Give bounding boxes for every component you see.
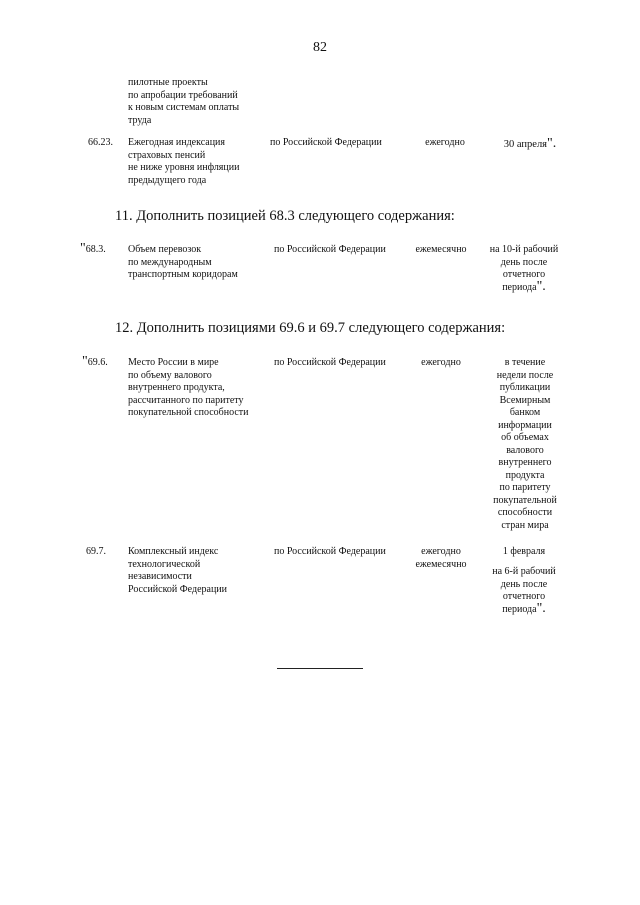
deadline: в течение недели после публикации Всемирным банком информации об объемах валового внутреннего продукта по паритету покупательной способности стран мира (493, 357, 557, 531)
section-heading-11: 11. Дополнить позицией 68.3 следующего содержания: (115, 208, 455, 224)
territory: по Российской Федерации (270, 137, 382, 148)
indicator-name: Ежегодная индексация страховых пенсий не ниже уровня инфляции предыдущего года (128, 137, 240, 186)
closing-quote: ". (536, 600, 546, 616)
row-number (82, 354, 122, 370)
row-number-text: 69.6. (87, 357, 108, 368)
territory: по Российской Федерации (274, 546, 386, 557)
deadline (484, 244, 564, 294)
territory: по Российской Федерации (274, 244, 386, 255)
page-number: 82 (313, 40, 327, 55)
row-number: 69.7. (86, 546, 106, 557)
deadline-1: 1 февраля (502, 546, 546, 557)
closing-rule (277, 668, 363, 669)
section-heading-12: 12. Дополнить позициями 69.6 и 69.7 следующего содержания: (115, 320, 506, 336)
row-number (80, 241, 120, 257)
deadline (490, 136, 570, 152)
periodicity: ежемесячно (415, 244, 467, 255)
closing-quote: ". (536, 278, 546, 294)
periodicity: ежегодно (425, 137, 465, 148)
deadline-text: 30 апреля (503, 139, 548, 150)
row-number: 66.23. (88, 137, 113, 148)
deadline-2 (484, 566, 564, 616)
territory: по Российской Федерации (274, 357, 386, 368)
opening-quote: " (82, 354, 88, 369)
deadline-text: на 10-й рабочий день после отчетного периода (489, 244, 559, 293)
indicator-name: Место России в мире по объему валового внутреннего продукта, рассчитанного по паритету покупательной способности (128, 357, 249, 418)
row-number-text: 68.3. (85, 244, 106, 255)
deadline-text: на 6-й рабочий день после отчетного периода (492, 566, 556, 615)
opening-quote: " (80, 241, 86, 256)
closing-quote: ". (547, 136, 557, 151)
periodicity: ежегодно (421, 357, 461, 368)
periodicity: ежегодно ежемесячно (415, 546, 467, 570)
indicator-name: Объем перевозок по международным транспортным коридорам (128, 244, 238, 280)
continuation-text: пилотные проекты по апробации требований к новым системам оплаты труда (128, 77, 240, 126)
indicator-name: Комплексный индекс технологической независимости Российской Федерации (128, 546, 228, 595)
